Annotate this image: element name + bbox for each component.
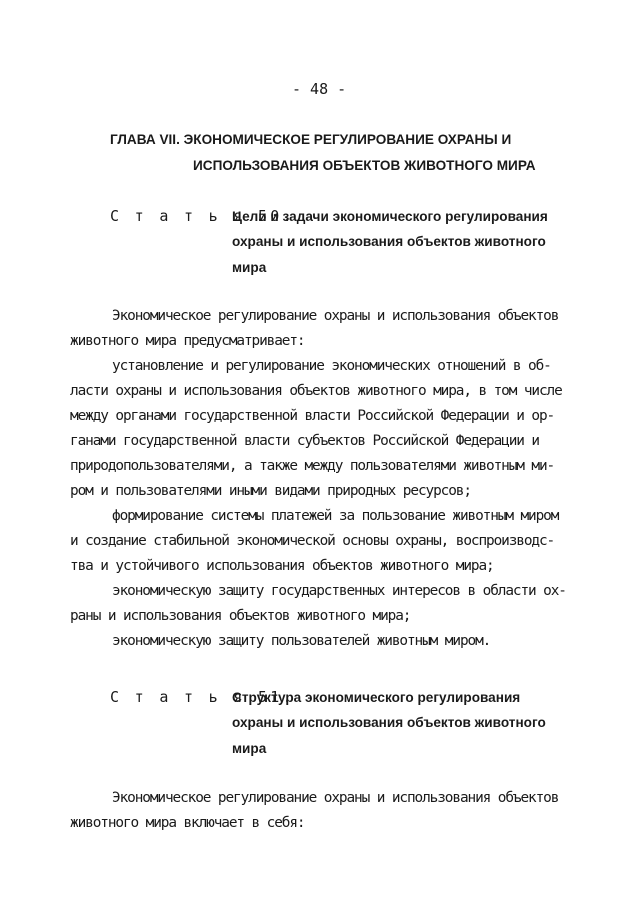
text-line: природопользователями, а также между пользователями животным ми- <box>70 458 555 474</box>
chapter-heading-line: ГЛАВА VII. ЭКОНОМИЧЕСКОЕ РЕГУЛИРОВАНИЕ ОХРАНЫ И <box>110 132 512 147</box>
article-title-line: охраны и использования объектов животного <box>232 234 546 249</box>
text-line: формирование системы платежей за пользование животным миром <box>112 508 559 524</box>
article-title-line: Структура экономического регулирования <box>232 690 521 705</box>
article-label: С т а т ь я 50. <box>110 207 295 225</box>
text-line: ганами государственной власти субъектов Российской Федерации и <box>70 433 539 449</box>
text-line: установление и регулирование экономических отношений в об- <box>112 358 551 374</box>
text-line: раны и использования объектов животного мира; <box>70 608 411 624</box>
chapter-heading-line: ИСПОЛЬЗОВАНИЯ ОБЪЕКТОВ ЖИВОТНОГО МИРА <box>193 158 536 173</box>
text-line: тва и устойчивого использования объектов животного мира; <box>70 558 494 574</box>
text-line: и создание стабильной экономической основы охраны, воспроизводс- <box>70 533 555 549</box>
text-line: животного мира включает в себя: <box>70 815 305 831</box>
text-line: экономическую защиту государственных интересов в области ох- <box>112 583 566 599</box>
text-line: ласти охраны и использования объектов животного мира, в том числе <box>70 383 562 399</box>
article-label: С т а т ь я 51. <box>110 688 295 706</box>
article-title-line: мира <box>232 260 267 275</box>
article-title-line: охраны и использования объектов животного <box>232 715 546 730</box>
text-line: животного мира предусматривает: <box>70 333 305 349</box>
text-line: экономическую защиту пользователей животным миром. <box>112 633 491 649</box>
text-line: между органами государственной власти Российской Федерации и ор- <box>70 408 555 424</box>
text-line: ром и пользователями иными видами природных ресурсов; <box>70 483 471 499</box>
article-title-line: Цели и задачи экономического регулирования <box>232 209 548 224</box>
text-line: Экономическое регулирование охраны и использования объектов <box>112 790 559 806</box>
article-title-line: мира <box>232 741 267 756</box>
text-line: Экономическое регулирование охраны и использования объектов <box>112 308 559 324</box>
page-number: - 48 - <box>292 80 347 98</box>
